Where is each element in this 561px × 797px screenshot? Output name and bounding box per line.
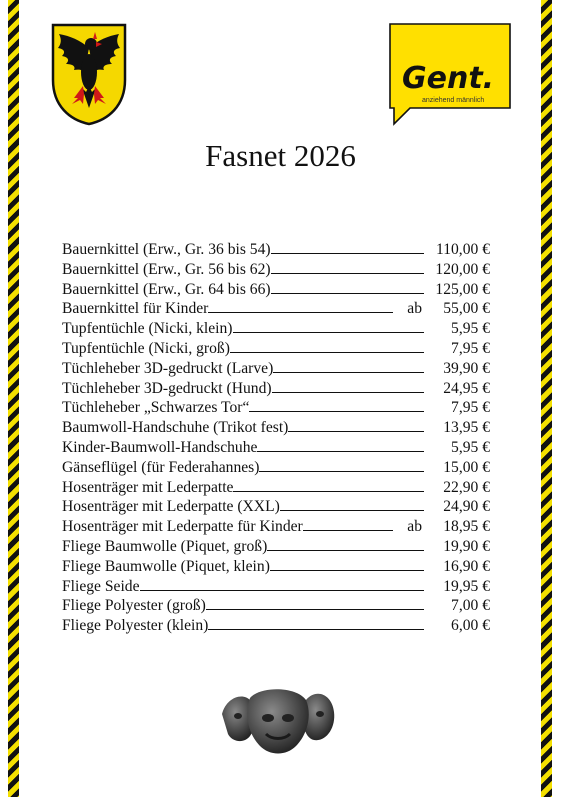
price-row xyxy=(62,537,490,557)
price-row xyxy=(62,418,490,438)
leader-line xyxy=(271,240,424,254)
price-row xyxy=(62,280,490,300)
item-name: Hosenträger mit Lederpatte (XXL) xyxy=(62,498,280,516)
logo-tagline: anziehend männlich xyxy=(422,97,485,104)
item-price: 24,90 € xyxy=(443,498,490,516)
price-row xyxy=(62,596,490,616)
leader-line xyxy=(259,458,424,472)
item-name: Fliege Baumwolle (Piquet, klein) xyxy=(62,557,270,575)
item-name: Fliege Polyester (klein) xyxy=(62,617,209,635)
item-price: 125,00 € xyxy=(435,280,490,298)
item-name: Tüchleheber 3D-gedruckt (Hund) xyxy=(62,379,272,397)
logo-brand-text: Gent. xyxy=(402,61,495,96)
item-price: 7,95 € xyxy=(451,339,490,357)
item-name: Tüchleheber „Schwarzes Tor“ xyxy=(62,399,250,417)
item-name: Tüchleheber 3D-gedruckt (Larve) xyxy=(62,359,274,377)
item-price: 39,90 € xyxy=(443,359,490,377)
item-price: 5,95 € xyxy=(451,438,490,456)
price-row xyxy=(62,339,490,359)
leader-line xyxy=(233,319,425,333)
price-row xyxy=(62,497,490,517)
left-hazard-border xyxy=(8,0,19,797)
leader-line xyxy=(288,418,424,432)
price-row xyxy=(62,616,490,636)
item-name: Baumwoll-Handschuhe (Trikot fest) xyxy=(62,419,289,437)
gent-logo xyxy=(388,22,512,126)
leader-line xyxy=(303,517,394,531)
item-price: 7,00 € xyxy=(451,597,490,615)
item-price: 19,95 € xyxy=(443,577,490,595)
item-price: 7,95 € xyxy=(451,399,490,417)
leader-line xyxy=(271,260,424,274)
item-name: Gänseflügel (für Federahannes) xyxy=(62,458,260,476)
item-name: Kinder-Baumwoll-Handschuhe xyxy=(62,438,258,456)
item-name: Hosenträger mit Lederpatte xyxy=(62,478,234,496)
item-price: 110,00 € xyxy=(436,241,490,258)
leader-line xyxy=(270,557,424,571)
leader-line xyxy=(272,379,424,393)
item-price: 5,95 € xyxy=(451,320,490,338)
item-price: 120,00 € xyxy=(435,260,490,278)
item-name: Hosenträger mit Lederpatte für Kinder xyxy=(62,518,303,536)
item-price: 16,90 € xyxy=(443,557,490,575)
price-row xyxy=(62,557,490,577)
item-price: 55,00 € xyxy=(443,300,490,318)
price-row xyxy=(62,240,490,260)
item-name: Bauernkittel für Kinder xyxy=(62,300,209,318)
price-row xyxy=(62,359,490,379)
page-title: Fasnet 2026 xyxy=(205,138,356,173)
carnival-masks-icon xyxy=(220,684,336,756)
item-name: Fliege Polyester (groß) xyxy=(62,597,206,615)
leader-line xyxy=(271,280,424,294)
right-hazard-border xyxy=(541,0,552,797)
leader-line xyxy=(206,596,424,610)
eagle-crest-icon xyxy=(50,22,128,126)
price-row xyxy=(62,379,490,399)
item-price: 19,90 € xyxy=(443,537,490,555)
item-price: 15,00 € xyxy=(443,458,490,476)
price-row xyxy=(62,478,490,498)
price-row xyxy=(62,458,490,478)
price-row xyxy=(62,577,490,597)
price-row xyxy=(62,398,490,418)
leader-line xyxy=(140,577,424,591)
leader-line xyxy=(208,616,424,630)
leader-line xyxy=(273,359,424,373)
item-price: 24,95 € xyxy=(443,379,490,397)
price-row xyxy=(62,299,490,319)
leader-line xyxy=(208,299,393,313)
leader-line xyxy=(230,339,424,353)
item-price: 6,00 € xyxy=(451,617,490,635)
item-name: Bauernkittel (Erw., Gr. 64 bis 66) xyxy=(62,280,271,298)
item-name: Tupfentüchle (Nicki, klein) xyxy=(62,320,233,338)
price-prefix: ab xyxy=(407,518,422,536)
item-price: 18,95 € xyxy=(443,518,490,536)
leader-line xyxy=(280,497,424,511)
item-name: Fliege Seide xyxy=(62,577,140,595)
item-name: Fliege Baumwolle (Piquet, groß) xyxy=(62,537,268,555)
leader-line xyxy=(249,398,424,412)
price-row xyxy=(62,260,490,280)
price-row xyxy=(62,438,490,458)
item-name: Bauernkittel (Erw., Gr. 56 bis 62) xyxy=(62,260,271,278)
item-name: Tupfentüchle (Nicki, groß) xyxy=(62,339,230,357)
item-price: 22,90 € xyxy=(443,478,490,496)
price-list xyxy=(62,240,490,636)
leader-line xyxy=(267,537,424,551)
item-price: 13,95 € xyxy=(443,419,490,437)
price-row xyxy=(62,319,490,339)
leader-line xyxy=(233,478,424,492)
price-row xyxy=(62,517,490,537)
leader-line xyxy=(257,438,424,452)
item-name: Bauernkittel (Erw., Gr. 36 bis 54) xyxy=(62,241,271,258)
price-prefix: ab xyxy=(407,300,422,318)
